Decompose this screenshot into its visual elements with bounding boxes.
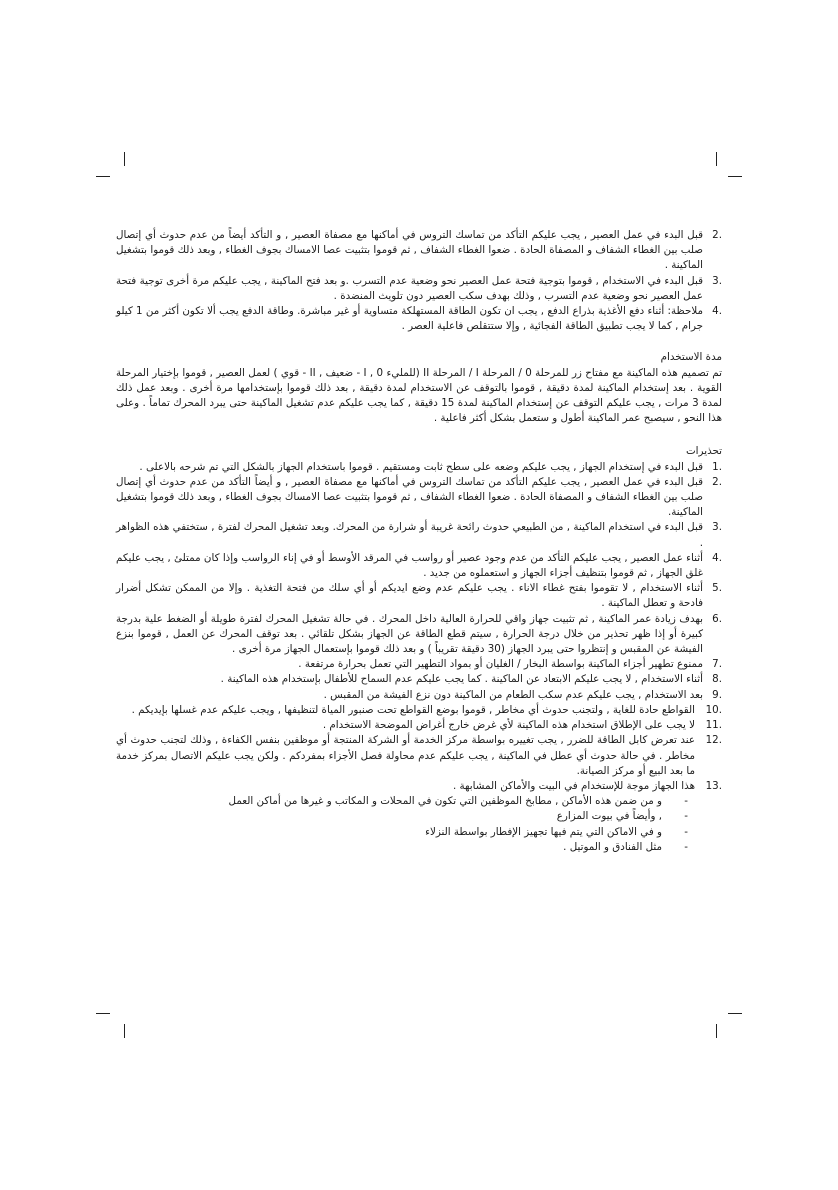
item-number: 2. [712, 229, 722, 241]
list-item [116, 520, 722, 550]
crop-mark [716, 1024, 717, 1038]
list-item [116, 672, 722, 687]
dash-bullet: - [684, 825, 688, 838]
sub-list-item [116, 809, 722, 824]
crop-mark [96, 176, 110, 177]
list-item [116, 657, 722, 672]
sub-item-text: و من ضمن هذه الأماكن , مطابخ الموظفين التي تكون في المحلات و المكاتب و غيرها من أماكن العمل [228, 795, 662, 808]
item-number: 9. [712, 688, 722, 701]
item-number: 2. [712, 475, 722, 488]
item-number: 5. [712, 582, 722, 595]
crop-mark [728, 1013, 742, 1014]
item-text: بهدف زيادة عمر الماكينة , ثم تثبيت جهاز واقي للحرارة العالية داخل المحرك . في حالة تشغيل المحرك لفترة طويلة أو الضغط علية بدرجة كبيرة أو إذا ظهر تحذير من خلال درجة الحرارة , سيتم قطع الطاقة عن الجهاز بشكل تلقائي . بعد توقف المحرك عن العمل , قوموا بنزع الفيشة عن المقبس و إنتظروا حتى يبرد الجهاز (30 دقيقة تقريباً ) و بعد ذلك قوموا بإستعمال الجهاز مرة أخرى . [116, 612, 703, 656]
sub-item-text: , وأيضاً في بيوت المزارع [556, 810, 662, 823]
usage-paragraph: تم تصميم هذه الماكينة مع مفتاح زر للمرحلة 0 / المرحلة I / المرحلة II (للمليء 0 , I - ضعيف , II - قوي ) لعمل العصير , قوموا بإختيار المرحلة القوية . بعد إستخدام الماكينة لمدة دقيقة , قوموا بالتوقف عن الاستخدام لمدة دقيقة , بعد ذلك قوموا بإستخدامها مرة أخرى . وبعد عمل ذلك لمدة 3 مرات , يجب عليكم التوقف عن إستخدام الماكينة لمدة 15 دقيقة , كما يجب عليكم عدم تشغيل الماكينة حتى يبرد المحرك تماماً . وعلى هذا النحو , سيصبح عمر الماكينة أطول و ستعمل بشكل أكثر فاعلية . [116, 366, 722, 425]
item-text: هذا الجهاز موجة للإستخدام في البيت والأماكن المشابهة . [452, 779, 695, 792]
dash-bullet: - [684, 810, 688, 823]
section-heading: تحذيرات [685, 445, 722, 458]
item-number: 10. [705, 703, 722, 716]
sub-item-text: مثل الفنادق و الموتيل . [563, 840, 662, 853]
item-number: 6. [712, 612, 722, 625]
item-number: 7. [712, 658, 722, 671]
item-text: قبل البدء في عمل العصير , يجب عليكم التأكد من تماسك التروس في أماكنها مع مصفاة العصير , و أيضاً التأكد من عدم حدوث أي إتصال صلب بين الغطاء الشفاف و المصفاة الحادة . ضعوا الغطاء الشفاف , ثم قوموا بتثبيت عصا الامساك بجوف الغطاء , وبعد ذلك قوموا بتشغيل الماكينة. [116, 475, 703, 519]
item-number: 4. [712, 551, 722, 564]
section-heading: مدة الاستخدام [660, 351, 722, 364]
item-text: قبل البدء في عمل العصير , يجب عليكم التأكد من تماسك التروس في أماكنها مع مصفاة العصير , و التأكد أيضاً من عدم حدوث أي إتصال صلب بين الغطاء الشفاف و المصفاة الحادة . ضعوا الغطاء الشفاف , ثم قوموا بتثبيت عصا الامساك بجوف الغطاء , وبعد ذلك قوموا بتشغيل الماكينة . [116, 229, 703, 272]
item-number: 11. [705, 719, 722, 732]
manual-page [116, 228, 722, 855]
item-text: ملاحظة: أثناء دفع الأغذية بذراع الدفع , يجب ان تكون الطاقة المستهلكة متساوية أو غير مباشرة. وطاقة الدفع يجب ألا تكون أكثر من 1 كيلو جرام , كما لا يجب تطبيق الطاقة الفجائية , وإلا ستتقلص فاعلية العصر . [116, 305, 704, 333]
item-text: قبل البدء في استخدام الماكينة , من الطبيعي حدوث رائحة غريبة أو شرارة من المحرك. وبعد تشغيل المحرك لفترة , ستختفي هذه الظواهر . [116, 521, 703, 549]
item-text: أثناء عمل العصير , يجب عليكم التأكد من عدم وجود عصير أو رواسب في المرقد الأوسط أو في إناء الرواسب وإذا كان ممتلئ , يجب عليكم غلق الجهاز , ثم قوموا بتنظيف أجزاء الجهاز و استعملوه من جديد . [116, 551, 703, 580]
list-item [116, 688, 722, 703]
list-item [116, 733, 722, 779]
list-item [116, 551, 722, 581]
item-text: لا يجب على الإطلاق استخدام هذه الماكينة لأي غرض خارج أغراض الموضحة الاستخدام . [322, 719, 695, 732]
item-number: 1. [712, 460, 722, 473]
item-number: 3. [712, 274, 722, 287]
item-number: 8. [712, 673, 722, 686]
list-item [116, 304, 722, 334]
crop-mark [728, 176, 742, 177]
crop-mark [124, 1024, 125, 1038]
list-item [116, 703, 722, 718]
list-item [116, 460, 722, 475]
warnings-section [116, 444, 722, 854]
dash-bullet: - [684, 840, 688, 853]
list-item [116, 475, 722, 521]
crop-mark [96, 1013, 110, 1014]
item-number: 12. [705, 734, 722, 747]
crop-mark [716, 152, 717, 166]
sub-list-item [116, 825, 722, 840]
dash-bullet: - [684, 795, 688, 808]
sub-item-text: و في الاماكن التي يتم فيها تجهيز الإفطار بواسطة النزلاء [425, 825, 662, 838]
item-text: أثناء الاستخدام , لا يجب عليكم الابتعاد عن الماكينة . كما يجب عليكم عدم السماح للأطفال بإستخدام هذه الماكينة . [220, 673, 703, 686]
crop-mark [124, 152, 125, 166]
item-text: عند تعرض كابل الطاقة للضرر , يجب تغييره بواسطة مركز الخدمة أو الشركة المنتجة أو موظفين بنفس الكفاءة , وذلك لتجنب حدوث أي مخاطر . في حالة حدوث أي عطل في الماكينة , يجب عليكم عدم محاولة فصل الأجزاء بمفردكم . ولكن يجب عليكم الاتصال بمركز خدمة ما بعد البيع أو مركز الصيانة. [116, 734, 695, 777]
sub-list-item [116, 840, 722, 855]
list-item [116, 718, 722, 733]
usage-section [116, 350, 722, 426]
item-number: 4. [712, 305, 722, 318]
item-number: 13. [705, 779, 722, 792]
list-item [116, 274, 722, 304]
item-text: قبل البدء في الاستخدام , قوموا بتوجية فتحة عمل العصير نحو وضعية عدم التسرب .و بعد فتح الماكينة , يجب عليكم مرة أخرى توجية فتحة عمل العصير نحو وضعية عدم التسرب , وذلك بهدف سكب العصير دون تلويث المنضدة . [116, 274, 703, 302]
intro-list [116, 228, 722, 334]
list-item [116, 581, 722, 611]
item-text: قبل البدء في إستخدام الجهاز , يجب عليكم وضعه على سطح ثابت ومستقيم . قوموا باستخدام الجهاز بالشكل التي تم شرحه بالاعلى . [139, 460, 703, 473]
item-text: أثناء الاستخدام , لا تقوموا بفتح غطاء الاناء . يجب عليكم عدم وضع ايديكم أو أي سلك من فتحة التغذية . وإلا من الممكن تشكل أضرار فادحة و تعطل الماكينة . [116, 582, 703, 610]
sub-list-item [116, 794, 722, 809]
item-text: بعد الاستخدام , يجب عليكم عدم سكب الطعام من الماكينة دون نزع الفيشة من المقبس . [323, 688, 703, 701]
list-item [116, 779, 722, 794]
item-text: القواطع حادة للغاية , ولتجنب حدوث أي مخاطر , قوموا بوضع القواطع تحت صنبور المياة لتنظيفها , ويجب عليكم عدم غسلها بإيديكم . [131, 703, 695, 716]
list-item [116, 228, 722, 274]
item-number: 3. [712, 521, 722, 534]
item-text: ممنوع تطهير أجزاء الماكينة بواسطة البخار / الغليان أو بمواد التطهير التي تعمل بحرارة مرتفعة . [298, 658, 703, 671]
list-item [116, 612, 722, 658]
